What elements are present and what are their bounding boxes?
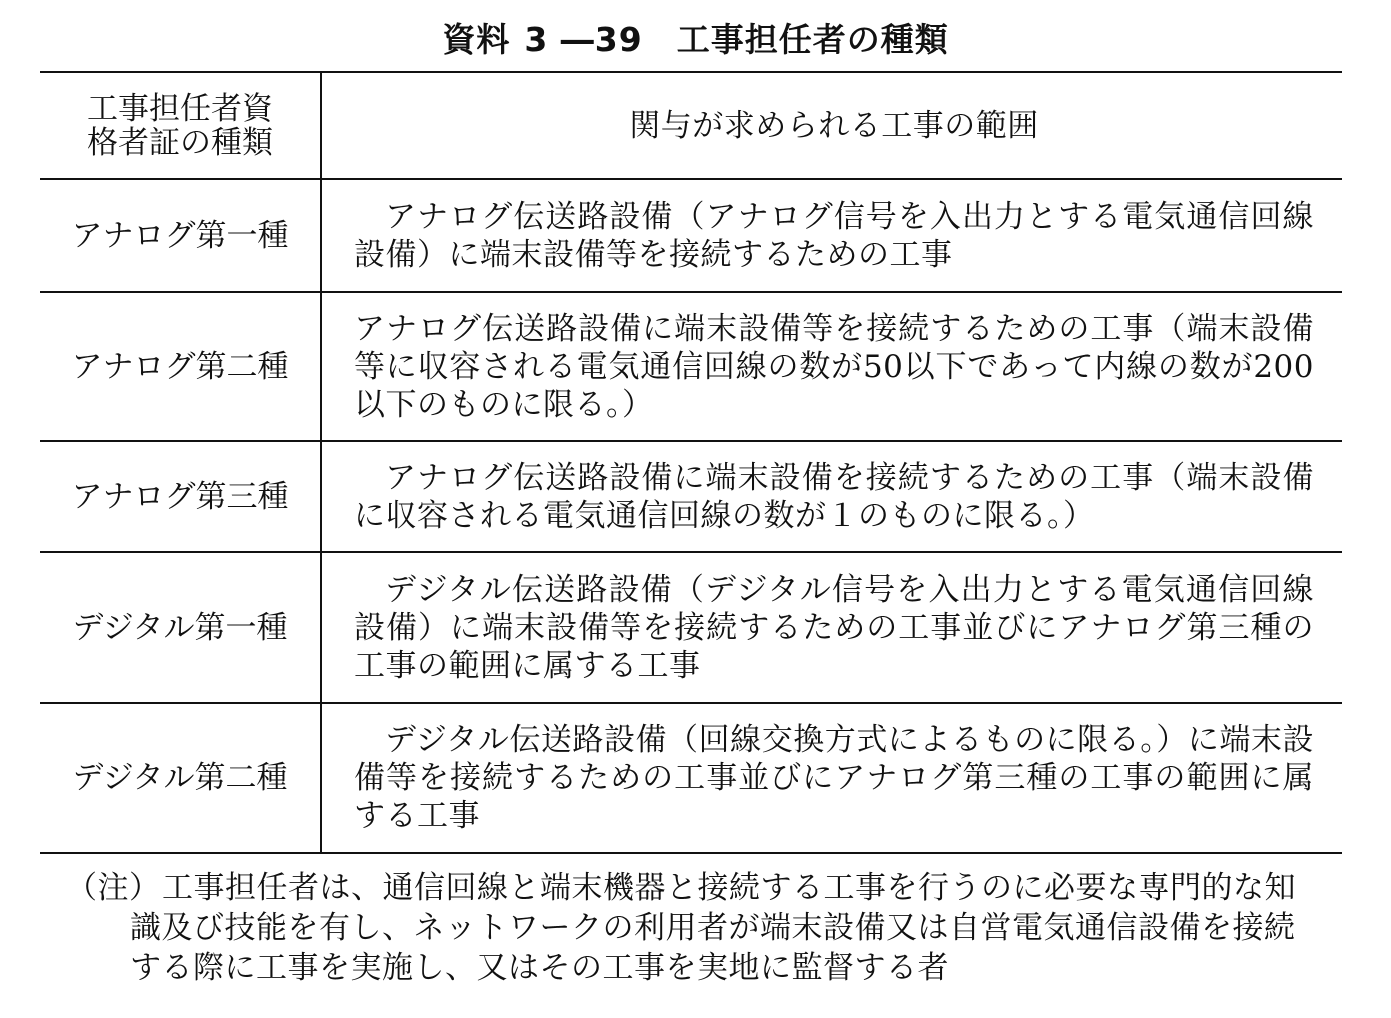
row-kind: デジタル第二種 xyxy=(40,703,321,853)
row-kind: アナログ第二種 xyxy=(40,292,321,441)
header-scope: 関与が求められる工事の範囲 xyxy=(629,107,1039,144)
table-row xyxy=(40,292,1342,441)
row-kind: アナログ第三種 xyxy=(40,441,321,552)
row-scope: デジタル伝送路設備（デジタル信号を入出力とする電気通信回線設備）に端末設備等を接続するための工事並びにアナログ第三種の工事の範囲に属する工事 xyxy=(354,571,1314,684)
table-header-row xyxy=(40,72,1342,179)
footnote-label: （注） xyxy=(66,870,161,906)
title-number: 3 ―39 xyxy=(524,20,643,59)
license-types-table xyxy=(40,71,1342,854)
row-kind: デジタル第一種 xyxy=(40,552,321,703)
table-row xyxy=(40,179,1342,292)
page-title xyxy=(0,14,1391,61)
header-kind xyxy=(40,72,321,179)
table-row xyxy=(40,552,1342,703)
row-scope: アナログ伝送路設備（アナログ信号を入出力とする電気通信回線設備）に端末設備等を接続するための工事 xyxy=(354,198,1314,273)
table-row xyxy=(40,703,1342,853)
row-kind: アナログ第一種 xyxy=(40,179,321,292)
footnote xyxy=(66,868,1316,988)
table-row xyxy=(40,441,1342,552)
footnote-text: 工事担任者は、通信回線と端末機器と接続する工事を行うのに必要な専門的な知識及び技能を有し、ネットワークの利用者が端末設備又は自営電気通信設備を接続する際に工事を実施し、又はその工事を実地に監督する者 xyxy=(130,870,1296,986)
title-prefix: 資料 xyxy=(442,20,511,59)
row-scope: アナログ伝送路設備に端末設備を接続するための工事（端末設備に収容される電気通信回線の数が１のものに限る。） xyxy=(354,459,1314,534)
header-kind-label: 工事担任者資 格者証の種類 xyxy=(87,90,273,161)
title-text: 工事担任者の種類 xyxy=(676,20,949,59)
row-scope: デジタル伝送路設備（回線交換方式によるものに限る。）に端末設備等を接続するための工事並びにアナログ第三種の工事の範囲に属する工事 xyxy=(354,722,1314,834)
row-scope: アナログ伝送路設備に端末設備等を接続するための工事（端末設備等に収容される電気通信回線の数が50以下であって内線の数が200以下のものに限る。） xyxy=(354,310,1314,423)
